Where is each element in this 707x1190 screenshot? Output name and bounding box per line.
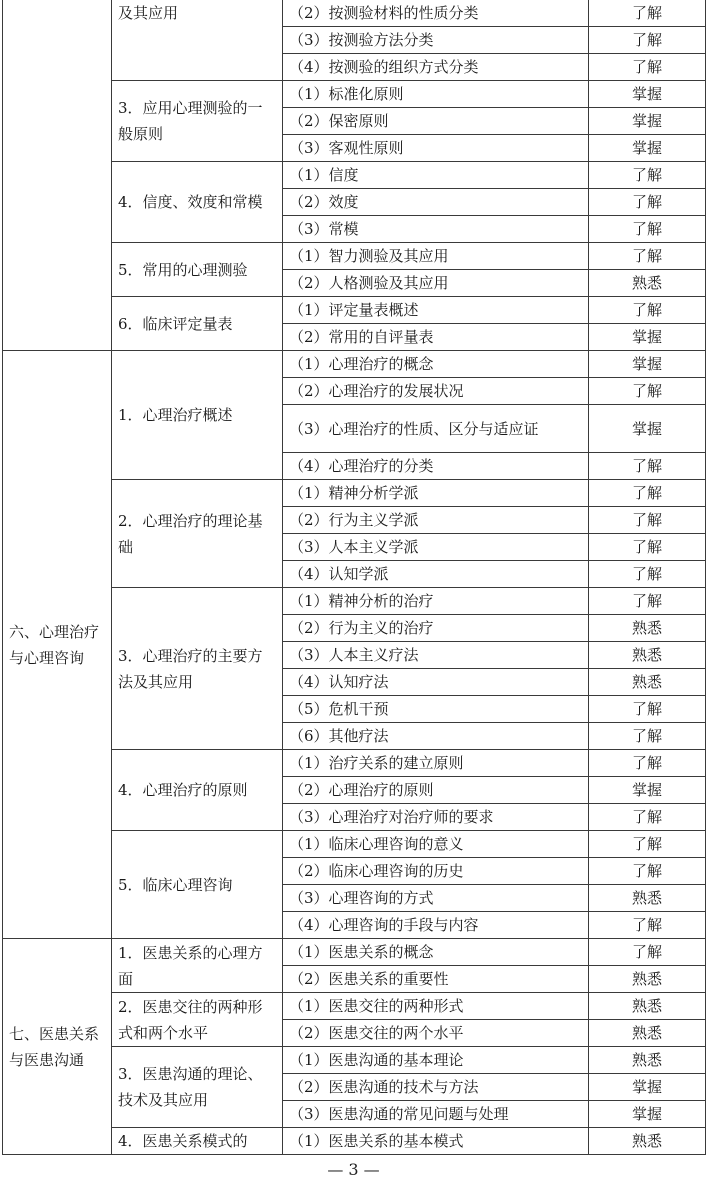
level-cell: 熟悉 bbox=[589, 1020, 706, 1047]
topic-cell: 4．信度、效度和常模 bbox=[112, 162, 283, 243]
level-cell: 熟悉 bbox=[589, 993, 706, 1020]
item-cell: （4）按测验的组织方式分类 bbox=[283, 54, 589, 81]
table-row bbox=[3, 351, 706, 378]
item-cell: （2）保密原则 bbox=[283, 108, 589, 135]
item-cell: （2）医患沟通的技术与方法 bbox=[283, 1074, 589, 1101]
level-cell: 掌握 bbox=[589, 1074, 706, 1101]
item-cell: （5）危机干预 bbox=[283, 696, 589, 723]
item-cell: （2）行为主义学派 bbox=[283, 507, 589, 534]
item-cell: （2）人格测验及其应用 bbox=[283, 270, 589, 297]
item-cell: （1）临床心理咨询的意义 bbox=[283, 831, 589, 858]
topic-cell: 6．临床评定量表 bbox=[112, 297, 283, 351]
level-cell: 了解 bbox=[589, 0, 706, 27]
level-cell: 了解 bbox=[589, 453, 706, 480]
topic-cell: 3．心理治疗的主要方法及其应用 bbox=[112, 588, 283, 750]
level-cell: 了解 bbox=[589, 750, 706, 777]
level-cell: 熟悉 bbox=[589, 1128, 706, 1155]
item-cell: （3）人本主义疗法 bbox=[283, 642, 589, 669]
table-row bbox=[3, 939, 706, 966]
item-cell: （1）心理治疗的概念 bbox=[283, 351, 589, 378]
level-cell: 了解 bbox=[589, 696, 706, 723]
item-cell: （1）智力测验及其应用 bbox=[283, 243, 589, 270]
item-cell: （3）常模 bbox=[283, 216, 589, 243]
item-cell: （1）精神分析学派 bbox=[283, 480, 589, 507]
item-cell: （1）医患关系的概念 bbox=[283, 939, 589, 966]
item-cell: （2）临床心理咨询的历史 bbox=[283, 858, 589, 885]
level-cell: 了解 bbox=[589, 939, 706, 966]
topic-cell: 1．心理治疗概述 bbox=[112, 351, 283, 480]
level-cell: 了解 bbox=[589, 378, 706, 405]
level-cell: 熟悉 bbox=[589, 885, 706, 912]
syllabus-table-body bbox=[3, 0, 706, 1155]
item-cell: （4）认知疗法 bbox=[283, 669, 589, 696]
item-cell: （3）医患沟通的常见问题与处理 bbox=[283, 1101, 589, 1128]
level-cell: 了解 bbox=[589, 162, 706, 189]
unit-cell: 六、心理治疗与心理咨询 bbox=[3, 351, 112, 939]
item-cell: （3）按测验方法分类 bbox=[283, 27, 589, 54]
level-cell: 掌握 bbox=[589, 81, 706, 108]
item-cell: （3）心理咨询的方式 bbox=[283, 885, 589, 912]
level-cell: 熟悉 bbox=[589, 966, 706, 993]
level-cell: 了解 bbox=[589, 723, 706, 750]
level-cell: 了解 bbox=[589, 534, 706, 561]
item-cell: （3）心理治疗的性质、区分与适应证 bbox=[283, 405, 589, 453]
level-cell: 掌握 bbox=[589, 1101, 706, 1128]
level-cell: 掌握 bbox=[589, 135, 706, 162]
level-cell: 了解 bbox=[589, 804, 706, 831]
level-cell: 了解 bbox=[589, 189, 706, 216]
table-row bbox=[3, 0, 706, 27]
level-cell: 熟悉 bbox=[589, 615, 706, 642]
item-cell: （1）评定量表概述 bbox=[283, 297, 589, 324]
level-cell: 了解 bbox=[589, 54, 706, 81]
level-cell: 掌握 bbox=[589, 351, 706, 378]
topic-cell: 3．医患沟通的理论、技术及其应用 bbox=[112, 1047, 283, 1128]
item-cell: （3）客观性原则 bbox=[283, 135, 589, 162]
level-cell: 掌握 bbox=[589, 108, 706, 135]
page-number: — 3 — bbox=[327, 1160, 380, 1179]
topic-cell: 5．常用的心理测验 bbox=[112, 243, 283, 297]
item-cell: （4）认知学派 bbox=[283, 561, 589, 588]
item-cell: （1）医患沟通的基本理论 bbox=[283, 1047, 589, 1074]
item-cell: （4）心理咨询的手段与内容 bbox=[283, 912, 589, 939]
item-cell: （2）常用的自评量表 bbox=[283, 324, 589, 351]
item-cell: （1）治疗关系的建立原则 bbox=[283, 750, 589, 777]
level-cell: 掌握 bbox=[589, 777, 706, 804]
item-cell: （4）心理治疗的分类 bbox=[283, 453, 589, 480]
level-cell: 熟悉 bbox=[589, 1047, 706, 1074]
topic-cell: 1．医患关系的心理方面 bbox=[112, 939, 283, 993]
level-cell: 掌握 bbox=[589, 324, 706, 351]
item-cell: （3）心理治疗对治疗师的要求 bbox=[283, 804, 589, 831]
level-cell: 了解 bbox=[589, 507, 706, 534]
item-cell: （1）信度 bbox=[283, 162, 589, 189]
topic-cell: 2．医患交往的两种形式和两个水平 bbox=[112, 993, 283, 1047]
topic-cell: 5．临床心理咨询 bbox=[112, 831, 283, 939]
item-cell: （1）标准化原则 bbox=[283, 81, 589, 108]
syllabus-table bbox=[2, 0, 706, 1155]
level-cell: 了解 bbox=[589, 912, 706, 939]
unit-cell: 七、医患关系与医患沟通 bbox=[3, 939, 112, 1155]
item-cell: （2）医患交往的两个水平 bbox=[283, 1020, 589, 1047]
level-cell: 了解 bbox=[589, 858, 706, 885]
item-cell: （3）人本主义学派 bbox=[283, 534, 589, 561]
level-cell: 了解 bbox=[589, 297, 706, 324]
item-cell: （1）精神分析的治疗 bbox=[283, 588, 589, 615]
item-cell: （1）医患关系的基本模式 bbox=[283, 1128, 589, 1155]
level-cell: 了解 bbox=[589, 588, 706, 615]
topic-cell: 及其应用 bbox=[112, 0, 283, 81]
item-cell: （2）按测验材料的性质分类 bbox=[283, 0, 589, 27]
item-cell: （2）行为主义的治疗 bbox=[283, 615, 589, 642]
item-cell: （6）其他疗法 bbox=[283, 723, 589, 750]
topic-cell: 4．心理治疗的原则 bbox=[112, 750, 283, 831]
unit-cell bbox=[3, 0, 112, 351]
item-cell: （1）医患交往的两种形式 bbox=[283, 993, 589, 1020]
level-cell: 掌握 bbox=[589, 405, 706, 453]
level-cell: 熟悉 bbox=[589, 669, 706, 696]
level-cell: 熟悉 bbox=[589, 642, 706, 669]
item-cell: （2）医患关系的重要性 bbox=[283, 966, 589, 993]
topic-cell: 2．心理治疗的理论基础 bbox=[112, 480, 283, 588]
level-cell: 了解 bbox=[589, 243, 706, 270]
item-cell: （2）心理治疗的发展状况 bbox=[283, 378, 589, 405]
topic-cell: 4．医患关系模式的 bbox=[112, 1128, 283, 1155]
item-cell: （2）效度 bbox=[283, 189, 589, 216]
level-cell: 了解 bbox=[589, 831, 706, 858]
topic-cell: 3．应用心理测验的一般原则 bbox=[112, 81, 283, 162]
level-cell: 了解 bbox=[589, 27, 706, 54]
level-cell: 了解 bbox=[589, 216, 706, 243]
level-cell: 了解 bbox=[589, 561, 706, 588]
level-cell: 了解 bbox=[589, 480, 706, 507]
item-cell: （2）心理治疗的原则 bbox=[283, 777, 589, 804]
level-cell: 熟悉 bbox=[589, 270, 706, 297]
